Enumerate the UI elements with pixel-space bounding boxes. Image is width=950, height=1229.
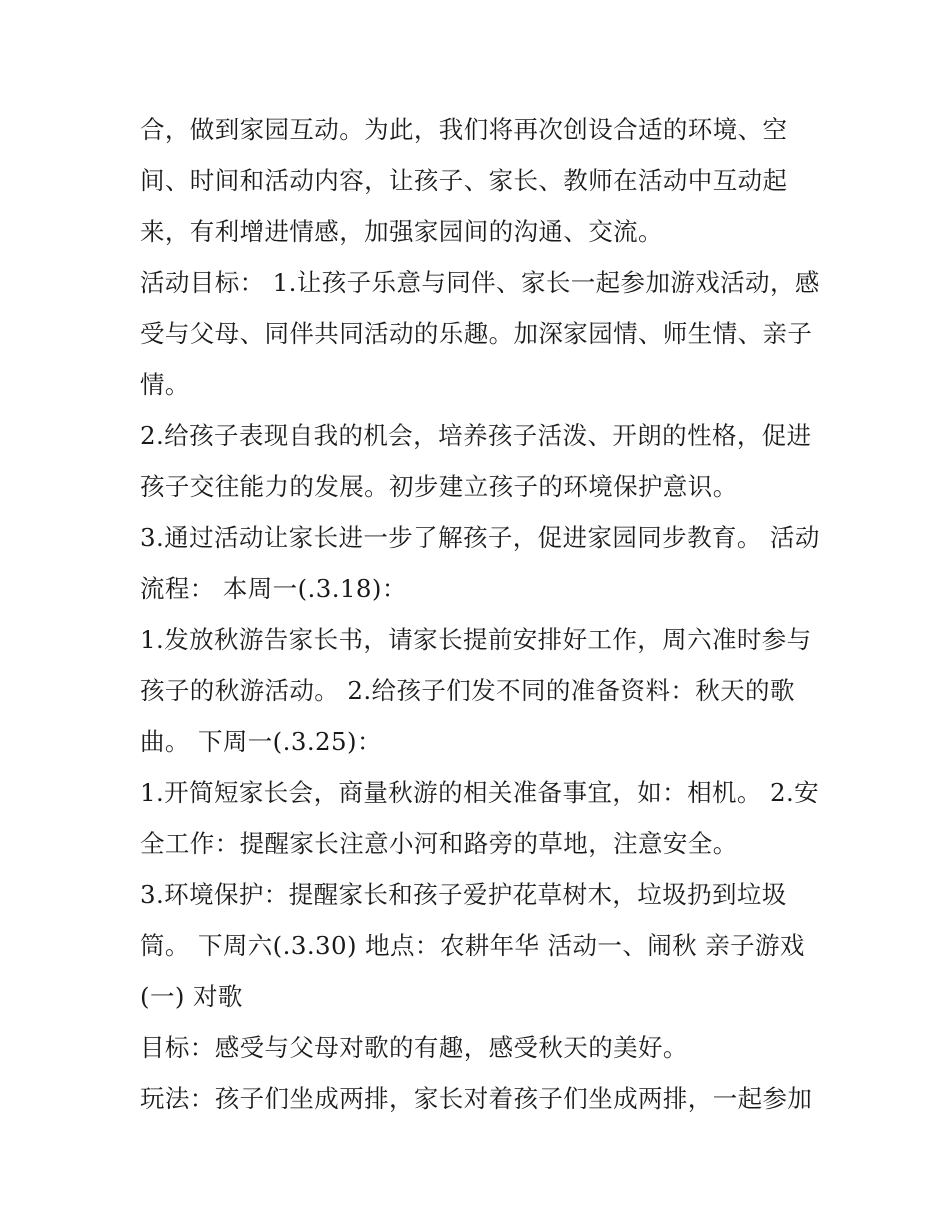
text-line: 受与父母、同伴共同活动的乐趣。加深家园情、师生情、亲子 bbox=[140, 319, 813, 348]
text-line: 合，做到家园互动。为此，我们将再次创设合适的环境、空 bbox=[140, 115, 788, 144]
text-line: 孩子交往能力的发展。初步建立孩子的环境保护意识。 bbox=[140, 472, 738, 501]
text-line: 1.开简短家长会，商量秋游的相关准备事宜，如：相机。 2.安 bbox=[140, 778, 820, 807]
text-line: 来，有利增进情感，加强家园间的沟通、交流。 bbox=[140, 217, 663, 246]
text-line: 情。 bbox=[140, 370, 190, 399]
text-line: 3.通过活动让家长进一步了解孩子，促进家园同步教育。 活动 bbox=[140, 523, 820, 552]
text-line: 孩子的秋游活动。 2.给孩子们发不同的准备资料：秋天的歌 bbox=[140, 676, 795, 705]
text-line: 曲。 下周一(.3.25)： bbox=[140, 727, 382, 756]
text-line: 全工作：提醒家长注意小河和路旁的草地，注意安全。 bbox=[140, 829, 738, 858]
text-line: 筒。 下周六(.3.30) 地点：农耕年华 活动一、闹秋 亲子游戏 bbox=[140, 931, 805, 960]
text-line: 玩法：孩子们坐成两排，家长对着孩子们坐成两排，一起参加 bbox=[140, 1084, 813, 1113]
text-line: 流程： 本周一(.3.18)： bbox=[140, 574, 407, 603]
text-line: 间、时间和活动内容，让孩子、家长、教师在活动中互动起 bbox=[140, 166, 788, 195]
text-line: 3.环境保护：提醒家长和孩子爱护花草树木，垃圾扔到垃圾 bbox=[140, 880, 787, 909]
text-line: (一) 对歌 bbox=[140, 982, 243, 1011]
text-line: 1.发放秋游告家长书，请家长提前安排好工作，周六准时参与 bbox=[140, 625, 812, 654]
text-line: 2.给孩子表现自我的机会，培养孩子活泼、开朗的性格，促进 bbox=[140, 421, 812, 450]
text-line: 目标：感受与父母对歌的有趣，感受秋天的美好。 bbox=[140, 1033, 688, 1062]
text-line: 活动目标： 1.让孩子乐意与同伴、家长一起参加游戏活动，感 bbox=[140, 268, 820, 297]
